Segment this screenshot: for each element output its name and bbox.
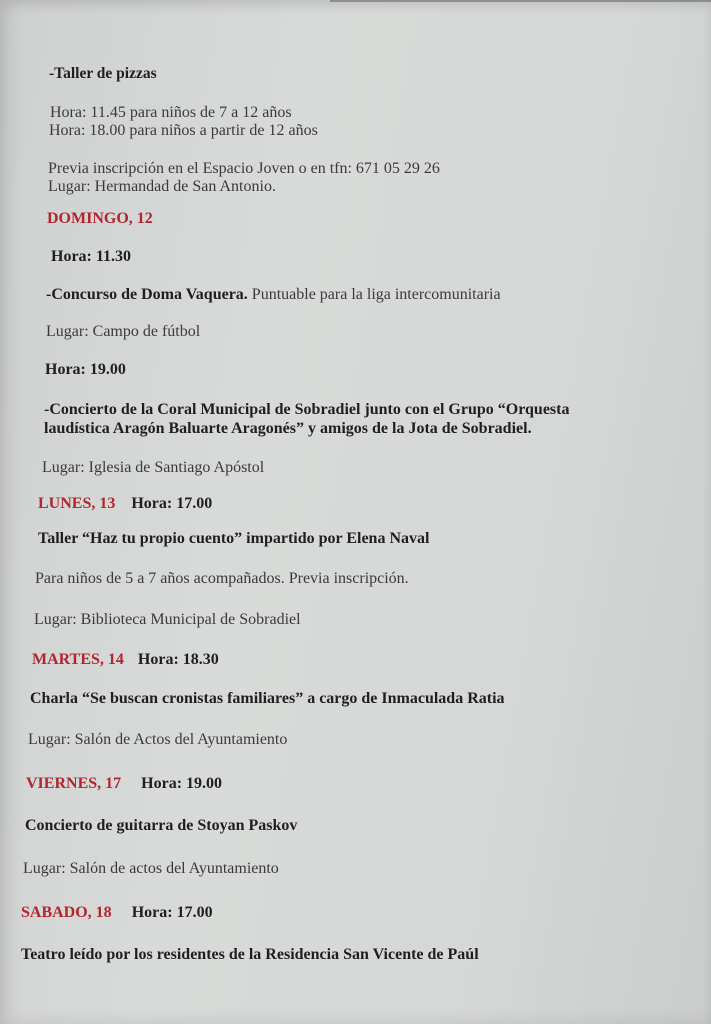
- lunes-lugar: Lugar: Biblioteca Municipal de Sobradiel: [34, 611, 301, 628]
- page-edge-line: [330, 0, 711, 2]
- domingo-lugar-2: Lugar: Iglesia de Santiago Apóstol: [42, 459, 265, 476]
- day-heading-martes: MARTES, 14: [32, 651, 124, 668]
- martes-hora: Hora: 18.30: [137, 651, 219, 668]
- day-heading-domingo: DOMINGO, 12: [47, 210, 153, 227]
- domingo-hora-2: Hora: 19.00: [45, 361, 126, 378]
- martes-lugar: Lugar: Salón de Actos del Ayuntamiento: [28, 731, 288, 748]
- day-heading-sabado: SABADO, 18: [21, 904, 112, 921]
- domingo-event-2-line-1: -Concierto de la Coral Municipal de Sobradiel junto con el Grupo “Orquesta: [44, 401, 570, 418]
- lunes-event: Taller “Haz tu propio cuento” impartido por Elena Naval: [38, 530, 430, 547]
- domingo-hora-1: Hora: 11.30: [51, 248, 131, 265]
- domingo-lugar-1: Lugar: Campo de fútbol: [46, 323, 201, 340]
- pizzas-hora-1: Hora: 11.45 para niños de 7 a 12 años: [50, 104, 292, 121]
- martes-event: Charla “Se buscan cronistas familiares” a cargo de Inmaculada Ratia: [30, 690, 505, 707]
- martes-heading: [32, 651, 219, 669]
- lunes-heading: [38, 495, 212, 513]
- sabado-event: Teatro leído por los residentes de la Residencia San Vicente de Paúl: [21, 946, 479, 963]
- pizzas-title: -Taller de pizzas: [49, 65, 157, 82]
- pizzas-inscripcion: Previa inscripción en el Espacio Joven o en tfn: 671 05 29 26: [48, 160, 440, 177]
- domingo-event-1: [46, 286, 501, 304]
- sabado-heading: [21, 904, 213, 922]
- event-title: -Concurso de Doma Vaquera.: [46, 286, 248, 303]
- viernes-hora: Hora: 19.00: [141, 775, 223, 792]
- pizzas-hora-2: Hora: 18.00 para niños a partir de 12 años: [49, 122, 318, 139]
- day-heading-viernes: VIERNES, 17: [26, 775, 122, 792]
- viernes-lugar: Lugar: Salón de actos del Ayuntamiento: [23, 860, 279, 877]
- viernes-heading: [26, 775, 222, 793]
- domingo-event-2-line-2: laudística Aragón Baluarte Aragonés” y amigos de la Jota de Sobradiel.: [44, 420, 532, 437]
- event-desc: Puntuable para la liga intercomunitaria: [247, 286, 501, 303]
- day-heading-lunes: LUNES, 13: [38, 495, 116, 512]
- pizzas-lugar: Lugar: Hermandad de San Antonio.: [48, 178, 276, 195]
- sabado-hora: Hora: 17.00: [131, 904, 213, 921]
- lunes-desc: Para niños de 5 a 7 años acompañados. Previa inscripción.: [35, 570, 409, 587]
- viernes-event: Concierto de guitarra de Stoyan Paskov: [25, 817, 298, 834]
- lunes-hora: Hora: 17.00: [131, 495, 213, 512]
